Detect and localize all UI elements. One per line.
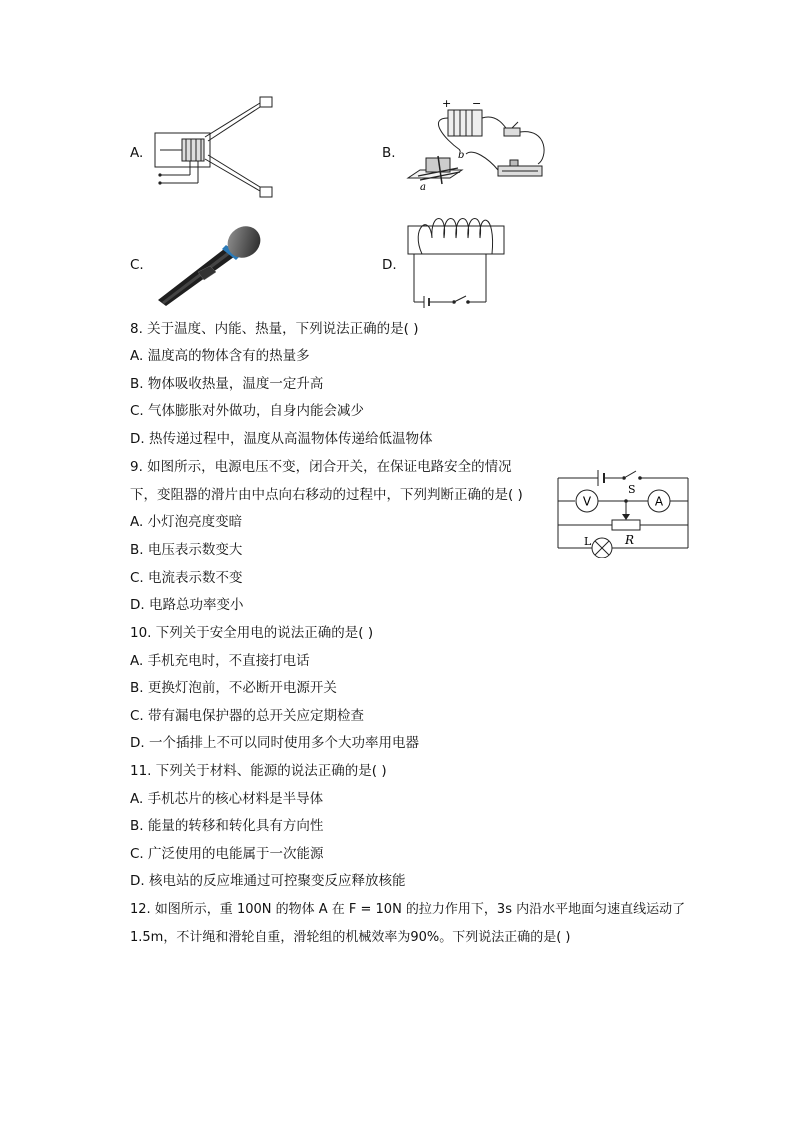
option-a-label: A. [130,145,144,161]
q10-option-a: A. 手机充电时，不直接打电话 [130,653,310,669]
q10-option-d: D. 一个插排上不可以同时使用多个大功率用电器 [130,735,419,751]
point-b-label: b [458,150,465,161]
q11-option-a: A. 手机芯片的核心材料是半导体 [130,791,324,807]
battery-minus-label: − [472,98,482,110]
point-a-label: a [420,182,426,192]
figure-d-coil-circuit [400,218,510,308]
q8-option-a: A. 温度高的物体含有的热量多 [130,348,310,364]
lamp-l-label: L [584,535,592,548]
q9-option-c: C. 电流表示数不变 [130,570,243,586]
rheostat-r-label: R [625,533,635,547]
figure-a-relay [150,95,280,205]
q8-option-d: D. 热传递过程中，温度从高温物体传递给低温物体 [130,431,433,447]
option-c-label: C. [130,257,144,273]
q11-option-d: D. 核电站的反应堆通过可控聚变反应释放核能 [130,873,406,889]
q12-stem-line2: 1.5m，不计绳和滑轮自重，滑轮组的机械效率为90%。下列说法正确的是( ) [130,930,571,945]
q9-stem-line1: 9. 如图所示，电源电压不变，闭合开关，在保证电路安全的情况 [130,459,512,475]
q8-option-b: B. 物体吸收热量，温度一定升高 [130,376,324,392]
q10-option-b: B. 更换灯泡前，不必断开电源开关 [130,680,337,696]
q12-stem-line1: 12. 如图所示，重 100N 的物体 A 在 F = 10N 的拉力作用下，3s 内沿水平地面匀速直线运动了 [130,902,686,917]
q8-stem: 8. 关于温度、内能、热量，下列说法正确的是( ) [130,321,419,337]
q11-option-b: B. 能量的转移和转化具有方向性 [130,818,324,834]
q11-option-c: C. 广泛使用的电能属于一次能源 [130,846,324,862]
option-d-label: D. [382,257,397,273]
q9-option-b: B. 电压表示数变大 [130,542,243,558]
switch-s-label: S [628,483,636,496]
q9-circuit-diagram [552,466,694,558]
q10-option-c: C. 带有漏电保护器的总开关应定期检查 [130,708,365,724]
q10-stem: 10. 下列关于安全用电的说法正确的是( ) [130,625,374,641]
q9-option-d: D. 电路总功率变小 [130,597,244,613]
q8-option-c: C. 气体膨胀对外做功，自身内能会减少 [130,403,365,419]
q9-stem-line2: 下，变阻器的滑片由中点向右移动的过程中，下列判断正确的是( ) [130,487,523,503]
q11-stem: 11. 下列关于材料、能源的说法正确的是( ) [130,763,387,779]
ammeter-label: A [654,494,664,509]
option-b-label: B. [382,145,396,161]
figure-c-microphone [150,220,265,308]
voltmeter-label: V [582,494,592,509]
figure-b-circuit [398,98,558,192]
battery-plus-label: + [442,98,452,110]
q9-option-a: A. 小灯泡亮度变暗 [130,514,243,530]
